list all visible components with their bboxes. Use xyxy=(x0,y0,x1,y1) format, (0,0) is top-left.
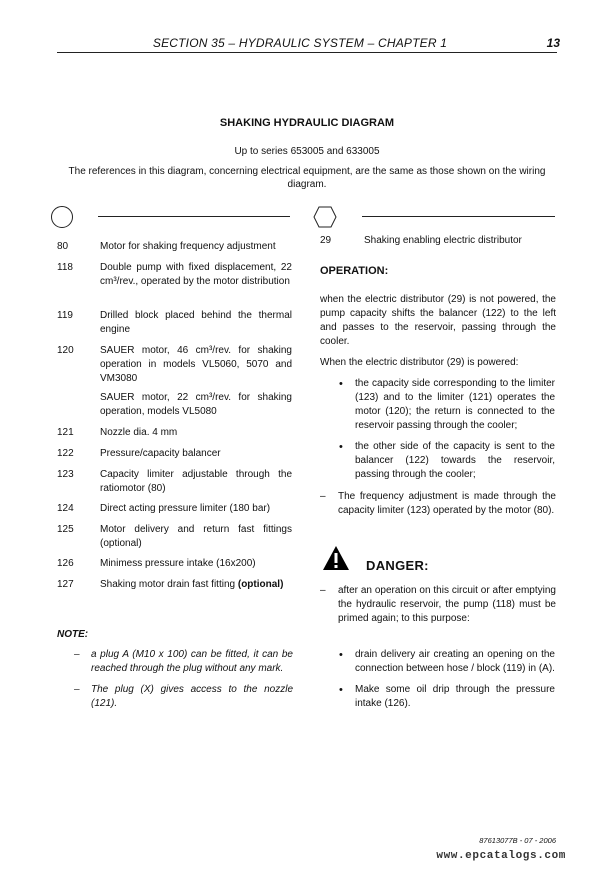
legend-text xyxy=(100,578,292,592)
note-text: a plug A (M10 x 100) can be fitted, it can be reached through the plug without any mark. xyxy=(91,649,293,674)
bullet-text: drain delivery air creating an opening on the connection between hose / block (119) in (A). xyxy=(355,649,555,674)
bullet-dot-icon: • xyxy=(339,649,343,661)
legend-number: 118 xyxy=(57,262,73,273)
legend-number: 29 xyxy=(320,235,332,246)
legend-number: 126 xyxy=(57,558,74,569)
operation-paragraph: when the electric distributor (29) is not powered, the pump capacity shifts the balancer (122) to the left and passes to the reservoir, passing through the cooler. xyxy=(320,294,556,347)
bullet-dot-icon: • xyxy=(339,684,343,696)
page-subtitle: Up to series 653005 and 633005 xyxy=(234,146,380,157)
hexagon-symbol-icon xyxy=(313,206,337,228)
legend-text-main: Shaking motor drain fast fitting xyxy=(100,579,236,590)
legend-number: 121 xyxy=(57,427,74,438)
dash-marker: – xyxy=(320,585,326,596)
legend-text: Drilled block placed behind the thermal engine xyxy=(100,310,292,335)
header-divider xyxy=(57,52,557,53)
legend-text: Motor for shaking frequency adjustment xyxy=(100,241,276,252)
circle-symbol-icon xyxy=(51,206,73,228)
legend-divider-left xyxy=(98,216,290,217)
legend-number: 125 xyxy=(57,524,74,535)
legend-number: 124 xyxy=(57,503,74,514)
warning-triangle-icon xyxy=(322,545,350,571)
legend-number: 119 xyxy=(57,310,73,321)
legend-number: 80 xyxy=(57,241,69,252)
document-code: 87613077B - 07 - 2006 xyxy=(479,836,556,845)
intro-text: The references in this diagram, concerning electrical equipment, are the same as those shown on the wiring diagram. xyxy=(68,166,546,190)
legend-number: 127 xyxy=(57,579,74,590)
legend-number: 123 xyxy=(57,469,74,480)
dash-text: after an operation on this circuit or after emptying the hydraulic reservoir, the pump (118) must be primed again; to this purpose: xyxy=(338,585,556,624)
section-title: SECTION 35 – HYDRAULIC SYSTEM – CHAPTER 1 xyxy=(152,36,448,50)
bullet-text: Make some oil drip through the pressure intake (126). xyxy=(355,684,555,709)
legend-number: 122 xyxy=(57,448,74,459)
legend-text: SAUER motor, 46 cm³/rev. for shaking operation in models VL5060, 5070 and VM3080 xyxy=(100,345,292,384)
dash-marker: – xyxy=(74,684,80,695)
bullet-text: the capacity side corresponding to the limiter (123) and to the limiter (121) operates the motor (120); the return is connected to the reservoir passing through the cooler; xyxy=(355,378,555,431)
legend-number: 120 xyxy=(57,345,74,356)
note-heading: NOTE: xyxy=(57,629,89,640)
page-title: SHAKING HYDRAULIC DIAGRAM xyxy=(219,117,395,129)
legend-text: Capacity limiter adjustable through the ratiomotor (80) xyxy=(100,469,292,494)
legend-text: Motor delivery and return fast fittings (optional) xyxy=(100,524,292,549)
page-number: 13 xyxy=(546,36,560,50)
dash-text: The frequency adjustment is made through the capacity limiter (123) operated by the motor (80). xyxy=(338,491,556,516)
legend-text: SAUER motor, 22 cm³/rev. for shaking operation, models VL5080 xyxy=(100,392,292,417)
danger-heading: DANGER: xyxy=(366,558,429,573)
legend-text: Pressure/capacity balancer xyxy=(100,448,221,459)
dash-marker: – xyxy=(74,649,80,660)
legend-text: Direct acting pressure limiter (180 bar) xyxy=(100,503,271,514)
legend-text: Shaking enabling electric distributor xyxy=(364,235,522,246)
legend-text: Double pump with fixed displacement, 22 cm³/rev., operated by the motor distribution xyxy=(100,262,292,287)
legend-divider-right xyxy=(362,216,555,217)
note-text: The plug (X) gives access to the nozzle (121). xyxy=(91,684,293,709)
bullet-text: the other side of the capacity is sent to the balancer (122) towards the reservoir, passing through the cooler; xyxy=(355,441,555,480)
bullet-dot-icon: • xyxy=(339,441,343,453)
legend-text: Minimess pressure intake (16x200) xyxy=(100,558,256,569)
bullet-dot-icon: • xyxy=(339,378,343,390)
operation-paragraph: When the electric distributor (29) is powered: xyxy=(320,357,519,368)
legend-text: Nozzle dia. 4 mm xyxy=(100,427,178,438)
dash-marker: – xyxy=(320,491,326,502)
legend-text-bold: (optional) xyxy=(237,579,284,590)
operation-heading: OPERATION: xyxy=(320,265,389,277)
watermark: www.epcatalogs.com xyxy=(436,850,566,862)
